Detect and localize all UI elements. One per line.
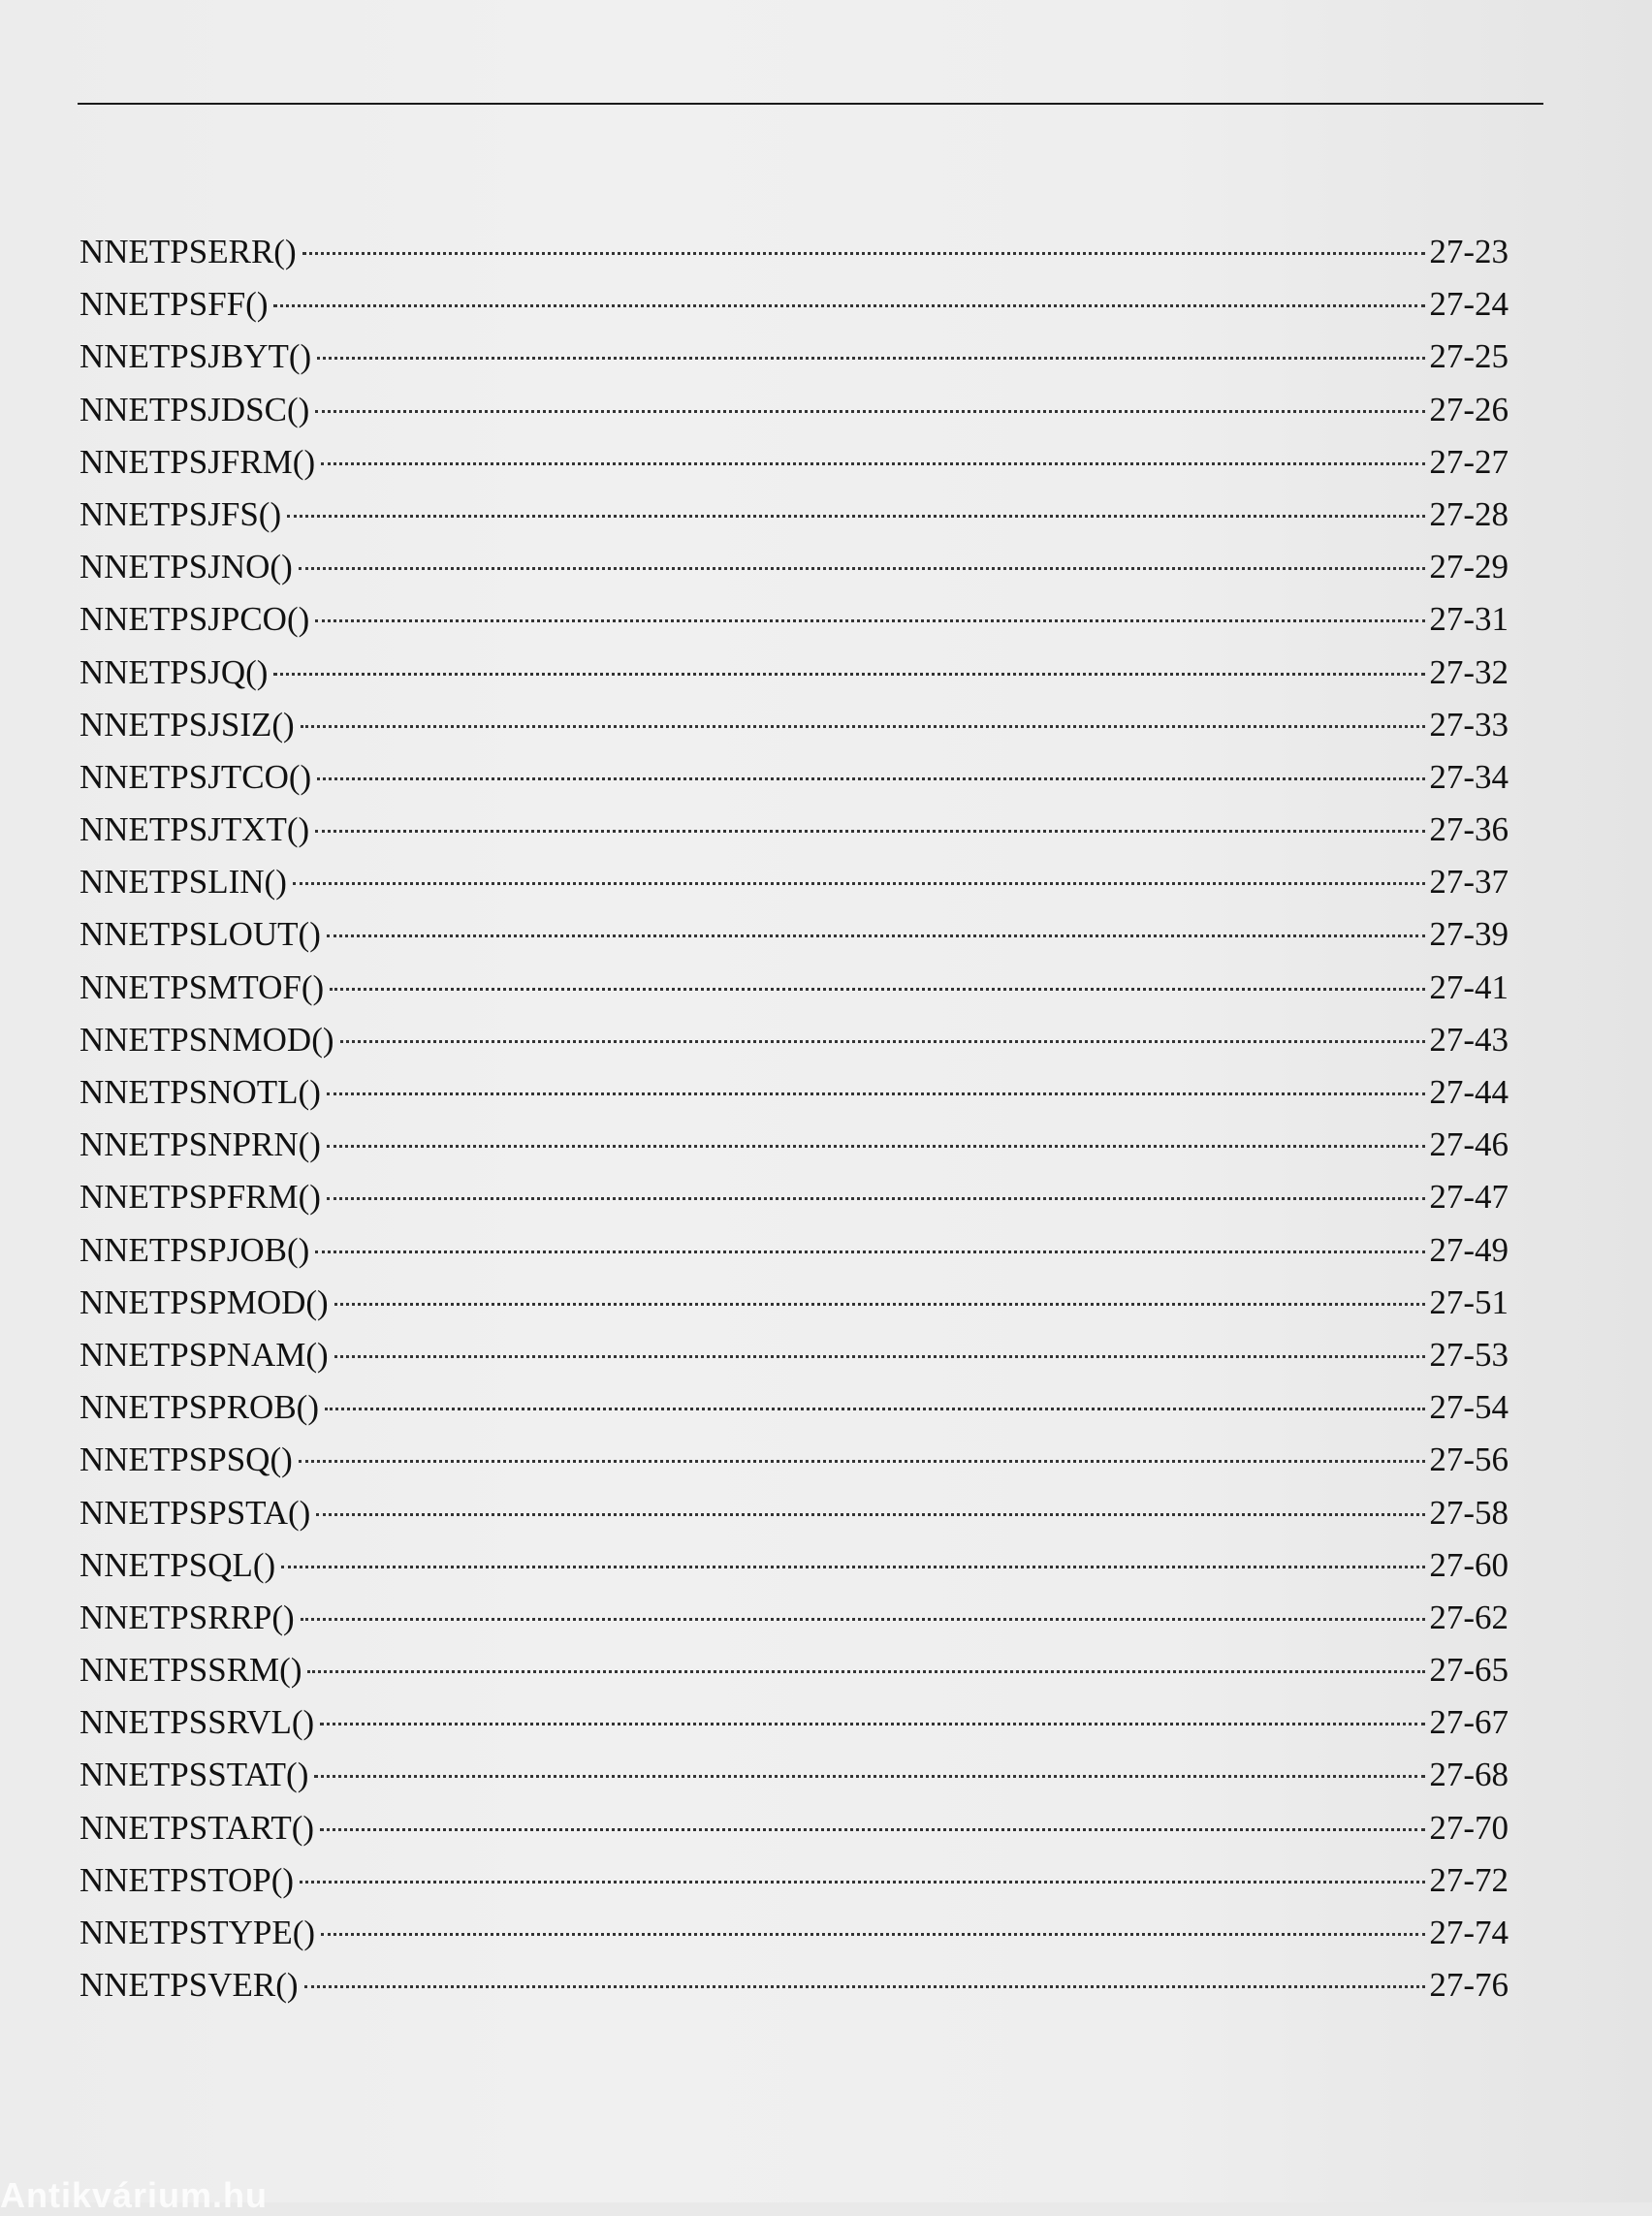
toc-entry-page: 27-60 (1429, 1545, 1509, 1584)
dot-leader (273, 304, 1425, 307)
dot-leader (317, 777, 1425, 780)
dot-leader (307, 1670, 1425, 1673)
toc-entry (70, 804, 1514, 856)
toc-entry (70, 1592, 1514, 1644)
toc-entry-name: NNETPSJBYT() (79, 337, 312, 376)
toc-entry-page: 27-54 (1429, 1388, 1509, 1427)
toc-entry-page: 27-46 (1429, 1125, 1509, 1164)
toc-entry-page: 27-74 (1429, 1914, 1509, 1951)
dot-leader (334, 1355, 1426, 1358)
toc-entry-page: 27-65 (1429, 1651, 1509, 1690)
toc-entry-name: NNETPSJQ() (79, 652, 269, 691)
toc-entry (70, 751, 1514, 804)
toc-entry (70, 436, 1514, 489)
toc-entry-page: 27-51 (1429, 1282, 1509, 1321)
toc-entry (70, 647, 1514, 699)
toc-entry-page: 27-24 (1429, 285, 1509, 324)
toc-entry-page: 27-31 (1429, 600, 1509, 639)
toc-entry-name: NNETPSRRP() (79, 1598, 295, 1636)
dot-leader (321, 1933, 1425, 1936)
dot-leader (304, 1985, 1426, 1988)
toc-entry-name: NNETPSPJOB() (79, 1230, 310, 1269)
header-rule (78, 103, 1543, 105)
toc-entry (70, 1487, 1514, 1539)
toc-entry-name: NNETPSNMOD() (79, 1020, 334, 1059)
dot-leader (327, 1092, 1425, 1095)
toc-entry-name: NNETPSNPRN() (79, 1125, 321, 1164)
toc-entry-page: 27-37 (1429, 863, 1509, 902)
dot-leader (334, 1303, 1426, 1306)
dot-leader (325, 1408, 1425, 1410)
toc-entry (70, 856, 1514, 908)
toc-entry-page: 27-76 (1429, 1966, 1509, 2005)
toc-entry-page: 27-70 (1429, 1808, 1509, 1847)
toc-entry (70, 1119, 1514, 1171)
toc-entry-page: 27-23 (1429, 233, 1509, 270)
toc-entry (70, 1277, 1514, 1329)
toc-entry-name: NNETPSPNAM() (79, 1335, 329, 1374)
toc-entry (70, 331, 1514, 383)
toc-entry (70, 908, 1514, 961)
dot-leader (330, 988, 1425, 991)
toc-entry-page: 27-34 (1429, 757, 1509, 796)
toc-entry (70, 1644, 1514, 1696)
toc-entry (70, 1434, 1514, 1486)
toc-entry-name: NNETPSPFRM() (79, 1178, 321, 1217)
toc-entry-name: NNETPSERR() (79, 233, 297, 270)
dot-leader (299, 567, 1426, 570)
toc-entry-page: 27-67 (1429, 1703, 1509, 1742)
toc-entry-name: NNETPSJPCO() (79, 600, 310, 639)
dot-leader (287, 515, 1425, 518)
toc-entry-name: NNETPSLIN() (79, 863, 287, 902)
toc-entry (70, 1381, 1514, 1434)
toc-entry (70, 1907, 1514, 1959)
toc-entry (70, 1854, 1514, 1907)
toc-entry-name: NNETPSJDSC() (79, 390, 310, 428)
toc-entry-name: NNETPSQL() (79, 1545, 276, 1584)
toc-entry (70, 1539, 1514, 1592)
dot-leader (316, 1513, 1425, 1516)
toc-entry (70, 541, 1514, 593)
toc-entry (70, 1749, 1514, 1801)
toc-entry (70, 593, 1514, 646)
toc-entry (70, 1329, 1514, 1381)
dot-leader (320, 1723, 1425, 1725)
toc-entry-name: NNETPSVER() (79, 1966, 299, 2005)
toc-entry-name: NNETPSJNO() (79, 548, 293, 586)
toc-entry (70, 699, 1514, 751)
toc-entry-page: 27-49 (1429, 1230, 1509, 1269)
toc-entry (70, 962, 1514, 1014)
toc-entry-page: 27-68 (1429, 1756, 1509, 1794)
toc-entry-name: NNETPSPSTA() (79, 1493, 311, 1532)
toc-entry (70, 1224, 1514, 1277)
dot-leader (293, 882, 1425, 885)
toc-entry (70, 1802, 1514, 1854)
watermark-text: Antikvárium.hu (0, 2175, 269, 2215)
dot-leader (273, 673, 1425, 676)
dot-leader (301, 725, 1426, 728)
toc-entry-name: NNETPSJTCO() (79, 757, 312, 796)
toc-entry-page: 27-29 (1429, 548, 1509, 586)
toc-entry (70, 1171, 1514, 1223)
toc-entry-page: 27-28 (1429, 494, 1509, 533)
toc-entry-page: 27-62 (1429, 1598, 1509, 1636)
toc-entry-page: 27-53 (1429, 1335, 1509, 1374)
toc-entry (70, 1959, 1514, 2011)
dot-leader (300, 1881, 1425, 1884)
toc-entry-page: 27-56 (1429, 1440, 1509, 1479)
toc-entry (70, 384, 1514, 436)
toc-entry-name: NNETPSTART() (79, 1808, 315, 1847)
toc-entry-name: NNETPSPSQ() (79, 1440, 293, 1479)
dot-leader (320, 1828, 1425, 1831)
toc-entry-page: 27-47 (1429, 1178, 1509, 1217)
dot-leader (340, 1040, 1426, 1043)
toc-entry (70, 489, 1514, 541)
table-of-contents (70, 226, 1514, 2011)
dot-leader (314, 1775, 1425, 1778)
toc-entry-name: NNETPSNOTL() (79, 1073, 321, 1111)
dot-leader (317, 357, 1425, 360)
toc-entry-name: NNETPSFF() (79, 285, 269, 324)
toc-entry-name: NNETPSSTAT() (79, 1756, 309, 1794)
toc-entry-page: 27-44 (1429, 1073, 1509, 1111)
toc-entry-name: NNETPSPROB() (79, 1388, 319, 1427)
toc-entry-name: NNETPSJFS() (79, 494, 282, 533)
dot-leader (327, 1197, 1425, 1200)
toc-entry (70, 226, 1514, 278)
toc-entry-name: NNETPSJSIZ() (79, 705, 295, 744)
toc-entry-page: 27-26 (1429, 390, 1509, 428)
dot-leader (301, 1618, 1426, 1621)
toc-entry-name: NNETPSJFRM() (79, 442, 316, 481)
toc-entry (70, 1014, 1514, 1066)
toc-entry-name: NNETPSMTOF() (79, 967, 325, 1006)
toc-entry (70, 1066, 1514, 1119)
toc-entry-page: 27-32 (1429, 652, 1509, 691)
dot-leader (315, 1250, 1425, 1253)
dot-leader (299, 1460, 1426, 1463)
toc-entry-name: NNETPSSRVL() (79, 1703, 315, 1742)
toc-entry-name: NNETPSSRM() (79, 1651, 302, 1690)
dot-leader (327, 934, 1425, 937)
toc-entry-page: 27-58 (1429, 1493, 1509, 1532)
toc-entry-page: 27-25 (1429, 337, 1509, 376)
toc-entry-page: 27-41 (1429, 967, 1509, 1006)
dot-leader (321, 462, 1425, 465)
toc-entry-page: 27-36 (1429, 810, 1509, 849)
dot-leader (315, 619, 1425, 622)
toc-entry-name: NNETPSTYPE() (79, 1914, 316, 1951)
toc-entry (70, 1696, 1514, 1749)
toc-entry-name: NNETPSTOP() (79, 1860, 295, 1899)
toc-entry-name: NNETPSPMOD() (79, 1282, 329, 1321)
toc-entry-name: NNETPSJTXT() (79, 810, 310, 849)
toc-entry-page: 27-72 (1429, 1860, 1509, 1899)
dot-leader (281, 1566, 1425, 1568)
dot-leader (315, 410, 1425, 413)
toc-entry-page: 27-39 (1429, 915, 1509, 954)
toc-entry-page: 27-43 (1429, 1020, 1509, 1059)
dot-leader (302, 252, 1426, 255)
dot-leader (315, 830, 1425, 833)
toc-entry-page: 27-33 (1429, 705, 1509, 744)
dot-leader (327, 1145, 1425, 1148)
toc-entry-page: 27-27 (1429, 442, 1509, 481)
toc-entry-name: NNETPSLOUT() (79, 915, 321, 954)
toc-entry (70, 278, 1514, 331)
